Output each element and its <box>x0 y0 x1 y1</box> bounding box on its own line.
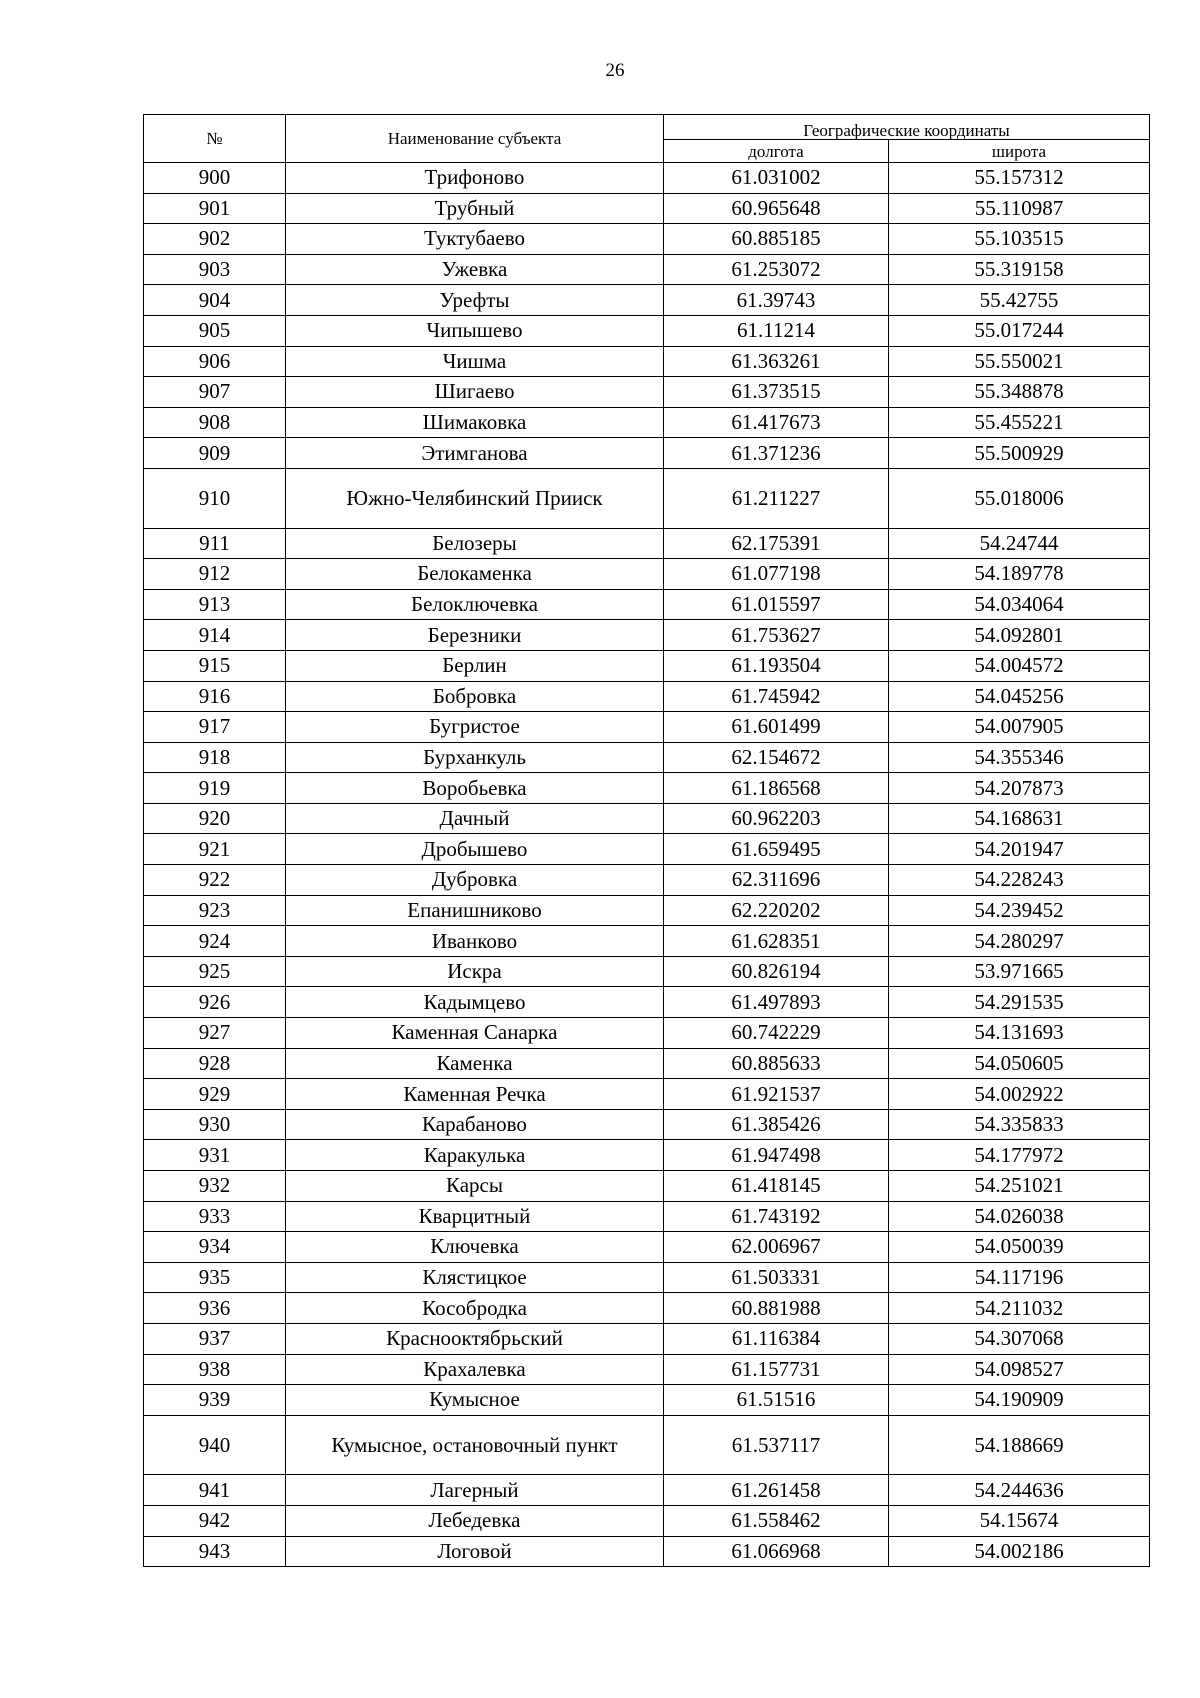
cell-latitude: 54.239452 <box>889 895 1150 926</box>
header-coordinates <box>664 115 1150 140</box>
cell-number: 928 <box>144 1048 286 1079</box>
cell-number: 925 <box>144 956 286 987</box>
cell-name: Белозеры <box>286 528 664 559</box>
table-row <box>144 1262 1150 1293</box>
cell-longitude: 61.601499 <box>664 712 889 743</box>
cell-longitude: 61.659495 <box>664 834 889 865</box>
table-row <box>144 1385 1150 1416</box>
cell-name: Крахалевка <box>286 1354 664 1385</box>
cell-number: 902 <box>144 224 286 255</box>
table-row <box>144 865 1150 896</box>
table-row <box>144 926 1150 957</box>
table-row <box>144 650 1150 681</box>
cell-latitude: 55.110987 <box>889 193 1150 224</box>
table-row <box>144 803 1150 834</box>
cell-latitude: 54.190909 <box>889 1385 1150 1416</box>
cell-longitude: 61.077198 <box>664 559 889 590</box>
cell-number: 905 <box>144 315 286 346</box>
cell-latitude: 54.24744 <box>889 528 1150 559</box>
cell-name: Лагерный <box>286 1475 664 1506</box>
cell-number: 916 <box>144 681 286 712</box>
cell-number: 911 <box>144 528 286 559</box>
table-row <box>144 346 1150 377</box>
table-row <box>144 773 1150 804</box>
cell-name: Южно-Челябинский Прииск <box>286 468 664 528</box>
cell-number: 926 <box>144 987 286 1018</box>
table-row <box>144 193 1150 224</box>
cell-longitude: 61.628351 <box>664 926 889 957</box>
header-coordinates-label: Географические координаты <box>803 120 1010 140</box>
header-latitude: широта <box>889 140 1150 163</box>
cell-longitude: 60.742229 <box>664 1018 889 1049</box>
cell-number: 938 <box>144 1354 286 1385</box>
cell-name: Искра <box>286 956 664 987</box>
cell-name: Каменка <box>286 1048 664 1079</box>
cell-name: Туктубаево <box>286 224 664 255</box>
cell-name: Бобровка <box>286 681 664 712</box>
cell-number: 940 <box>144 1415 286 1475</box>
table-row <box>144 1109 1150 1140</box>
cell-longitude: 61.51516 <box>664 1385 889 1416</box>
cell-latitude: 54.002186 <box>889 1536 1150 1567</box>
cell-number: 918 <box>144 742 286 773</box>
cell-longitude: 60.881988 <box>664 1293 889 1324</box>
cell-latitude: 54.007905 <box>889 712 1150 743</box>
table-row <box>144 1475 1150 1506</box>
cell-latitude: 55.455221 <box>889 407 1150 438</box>
table-row <box>144 528 1150 559</box>
table-row <box>144 1201 1150 1232</box>
table-row <box>144 559 1150 590</box>
cell-name: Ключевка <box>286 1232 664 1263</box>
table-row <box>144 1232 1150 1263</box>
cell-name: Каракулька <box>286 1140 664 1171</box>
cell-name: Воробьевка <box>286 773 664 804</box>
cell-latitude: 55.42755 <box>889 285 1150 316</box>
cell-name: Шимаковка <box>286 407 664 438</box>
cell-number: 915 <box>144 650 286 681</box>
cell-number: 930 <box>144 1109 286 1140</box>
cell-longitude: 61.497893 <box>664 987 889 1018</box>
cell-longitude: 61.066968 <box>664 1536 889 1567</box>
cell-latitude: 54.098527 <box>889 1354 1150 1385</box>
cell-name: Бугристое <box>286 712 664 743</box>
cell-number: 909 <box>144 438 286 469</box>
cell-name: Карабаново <box>286 1109 664 1140</box>
cell-name: Кварцитный <box>286 1201 664 1232</box>
cell-longitude: 60.885185 <box>664 224 889 255</box>
table-row <box>144 315 1150 346</box>
cell-number: 919 <box>144 773 286 804</box>
cell-name: Чипышево <box>286 315 664 346</box>
table-row <box>144 1536 1150 1567</box>
cell-number: 939 <box>144 1385 286 1416</box>
cell-longitude: 61.157731 <box>664 1354 889 1385</box>
cell-number: 922 <box>144 865 286 896</box>
cell-number: 903 <box>144 254 286 285</box>
cell-number: 941 <box>144 1475 286 1506</box>
table-row <box>144 224 1150 255</box>
cell-number: 910 <box>144 468 286 528</box>
cell-latitude: 54.291535 <box>889 987 1150 1018</box>
cell-longitude: 61.211227 <box>664 468 889 528</box>
cell-latitude: 54.355346 <box>889 742 1150 773</box>
cell-name: Бурханкуль <box>286 742 664 773</box>
table-row <box>144 956 1150 987</box>
cell-number: 942 <box>144 1505 286 1536</box>
cell-latitude: 54.211032 <box>889 1293 1150 1324</box>
cell-longitude: 61.186568 <box>664 773 889 804</box>
cell-latitude: 54.228243 <box>889 865 1150 896</box>
table-row <box>144 1140 1150 1171</box>
cell-name: Каменная Речка <box>286 1079 664 1110</box>
cell-longitude: 61.39743 <box>664 285 889 316</box>
cell-latitude: 54.045256 <box>889 681 1150 712</box>
cell-number: 927 <box>144 1018 286 1049</box>
table-row <box>144 285 1150 316</box>
cell-longitude: 60.885633 <box>664 1048 889 1079</box>
cell-name: Лебедевка <box>286 1505 664 1536</box>
page-number: 26 <box>605 60 625 81</box>
cell-longitude: 61.503331 <box>664 1262 889 1293</box>
cell-latitude: 54.026038 <box>889 1201 1150 1232</box>
cell-longitude: 61.558462 <box>664 1505 889 1536</box>
table-row <box>144 1354 1150 1385</box>
cell-longitude: 61.371236 <box>664 438 889 469</box>
cell-longitude: 61.11214 <box>664 315 889 346</box>
cell-name: Дубровка <box>286 865 664 896</box>
cell-latitude: 54.207873 <box>889 773 1150 804</box>
cell-name: Дробышево <box>286 834 664 865</box>
cell-longitude: 61.015597 <box>664 589 889 620</box>
cell-latitude: 54.188669 <box>889 1415 1150 1475</box>
cell-longitude: 61.745942 <box>664 681 889 712</box>
cell-latitude: 55.348878 <box>889 377 1150 408</box>
cell-name: Этимганова <box>286 438 664 469</box>
table-row <box>144 1079 1150 1110</box>
cell-number: 933 <box>144 1201 286 1232</box>
cell-longitude: 61.537117 <box>664 1415 889 1475</box>
cell-latitude: 54.189778 <box>889 559 1150 590</box>
cell-name: Чишма <box>286 346 664 377</box>
cell-name: Карсы <box>286 1171 664 1202</box>
header-name: Наименование субъекта <box>286 115 664 163</box>
cell-latitude: 54.034064 <box>889 589 1150 620</box>
cell-longitude: 61.373515 <box>664 377 889 408</box>
cell-latitude: 55.103515 <box>889 224 1150 255</box>
table-row <box>144 712 1150 743</box>
cell-longitude: 61.261458 <box>664 1475 889 1506</box>
cell-longitude: 60.965648 <box>664 193 889 224</box>
cell-name: Ужевка <box>286 254 664 285</box>
cell-longitude: 60.826194 <box>664 956 889 987</box>
cell-longitude: 61.947498 <box>664 1140 889 1171</box>
cell-latitude: 54.307068 <box>889 1323 1150 1354</box>
cell-latitude: 54.15674 <box>889 1505 1150 1536</box>
table-row <box>144 1048 1150 1079</box>
table-row <box>144 834 1150 865</box>
table-row <box>144 589 1150 620</box>
table-row <box>144 742 1150 773</box>
cell-number: 921 <box>144 834 286 865</box>
cell-latitude: 54.177972 <box>889 1140 1150 1171</box>
table-row <box>144 681 1150 712</box>
cell-name: Кумысное, остановочный пункт <box>286 1415 664 1475</box>
cell-name: Кособродка <box>286 1293 664 1324</box>
cell-name: Берлин <box>286 650 664 681</box>
cell-name: Каменная Санарка <box>286 1018 664 1049</box>
cell-name: Логовой <box>286 1536 664 1567</box>
cell-latitude: 55.018006 <box>889 468 1150 528</box>
cell-longitude: 61.363261 <box>664 346 889 377</box>
cell-name: Епанишниково <box>286 895 664 926</box>
cell-number: 901 <box>144 193 286 224</box>
table-body <box>144 163 1150 1567</box>
cell-name: Белокаменка <box>286 559 664 590</box>
table-row <box>144 1505 1150 1536</box>
cell-latitude: 54.201947 <box>889 834 1150 865</box>
cell-latitude: 53.971665 <box>889 956 1150 987</box>
cell-latitude: 54.131693 <box>889 1018 1150 1049</box>
cell-name: Трифоново <box>286 163 664 194</box>
cell-latitude: 54.244636 <box>889 1475 1150 1506</box>
cell-number: 931 <box>144 1140 286 1171</box>
cell-latitude: 54.004572 <box>889 650 1150 681</box>
table-row <box>144 377 1150 408</box>
cell-number: 904 <box>144 285 286 316</box>
cell-longitude: 61.385426 <box>664 1109 889 1140</box>
cell-latitude: 54.002922 <box>889 1079 1150 1110</box>
cell-number: 929 <box>144 1079 286 1110</box>
cell-name: Клястицкое <box>286 1262 664 1293</box>
cell-number: 934 <box>144 1232 286 1263</box>
cell-name: Урефты <box>286 285 664 316</box>
cell-latitude: 54.251021 <box>889 1171 1150 1202</box>
header-number: № <box>144 115 286 163</box>
table-row <box>144 468 1150 528</box>
cell-number: 937 <box>144 1323 286 1354</box>
table-row <box>144 407 1150 438</box>
cell-name: Краснооктябрьский <box>286 1323 664 1354</box>
cell-latitude: 54.117196 <box>889 1262 1150 1293</box>
cell-latitude: 55.017244 <box>889 315 1150 346</box>
cell-number: 923 <box>144 895 286 926</box>
cell-longitude: 62.220202 <box>664 895 889 926</box>
table-row <box>144 1323 1150 1354</box>
cell-number: 907 <box>144 377 286 408</box>
cell-name: Трубный <box>286 193 664 224</box>
cell-number: 935 <box>144 1262 286 1293</box>
cell-number: 932 <box>144 1171 286 1202</box>
table-row <box>144 987 1150 1018</box>
cell-longitude: 61.743192 <box>664 1201 889 1232</box>
table-row <box>144 163 1150 194</box>
table-row <box>144 1415 1150 1475</box>
cell-latitude: 54.050605 <box>889 1048 1150 1079</box>
header-longitude: долгота <box>664 140 889 163</box>
cell-latitude: 55.550021 <box>889 346 1150 377</box>
cell-longitude: 61.031002 <box>664 163 889 194</box>
table-row <box>144 620 1150 651</box>
cell-longitude: 61.417673 <box>664 407 889 438</box>
cell-longitude: 62.311696 <box>664 865 889 896</box>
cell-number: 914 <box>144 620 286 651</box>
cell-longitude: 61.116384 <box>664 1323 889 1354</box>
cell-name: Иванково <box>286 926 664 957</box>
table-row <box>144 1018 1150 1049</box>
cell-longitude: 61.921537 <box>664 1079 889 1110</box>
table-row <box>144 1171 1150 1202</box>
cell-longitude: 61.418145 <box>664 1171 889 1202</box>
cell-latitude: 55.157312 <box>889 163 1150 194</box>
cell-latitude: 54.335833 <box>889 1109 1150 1140</box>
cell-latitude: 54.092801 <box>889 620 1150 651</box>
cell-number: 917 <box>144 712 286 743</box>
cell-number: 936 <box>144 1293 286 1324</box>
table-row <box>144 895 1150 926</box>
cell-latitude: 54.280297 <box>889 926 1150 957</box>
cell-number: 908 <box>144 407 286 438</box>
cell-name: Белоключевка <box>286 589 664 620</box>
cell-longitude: 62.175391 <box>664 528 889 559</box>
cell-latitude: 55.319158 <box>889 254 1150 285</box>
cell-number: 913 <box>144 589 286 620</box>
cell-name: Дачный <box>286 803 664 834</box>
cell-number: 906 <box>144 346 286 377</box>
cell-name: Березники <box>286 620 664 651</box>
cell-number: 943 <box>144 1536 286 1567</box>
cell-latitude: 54.050039 <box>889 1232 1150 1263</box>
cell-longitude: 61.253072 <box>664 254 889 285</box>
cell-longitude: 62.006967 <box>664 1232 889 1263</box>
table-row <box>144 1293 1150 1324</box>
cell-number: 920 <box>144 803 286 834</box>
cell-name: Кадымцево <box>286 987 664 1018</box>
cell-latitude: 54.168631 <box>889 803 1150 834</box>
cell-number: 912 <box>144 559 286 590</box>
cell-longitude: 61.753627 <box>664 620 889 651</box>
cell-longitude: 60.962203 <box>664 803 889 834</box>
cell-latitude: 55.500929 <box>889 438 1150 469</box>
cell-longitude: 61.193504 <box>664 650 889 681</box>
cell-longitude: 62.154672 <box>664 742 889 773</box>
cell-number: 924 <box>144 926 286 957</box>
cell-number: 900 <box>144 163 286 194</box>
coordinates-table <box>143 114 1150 1567</box>
table-row <box>144 438 1150 469</box>
cell-name: Кумысное <box>286 1385 664 1416</box>
table-row <box>144 254 1150 285</box>
cell-name: Шигаево <box>286 377 664 408</box>
